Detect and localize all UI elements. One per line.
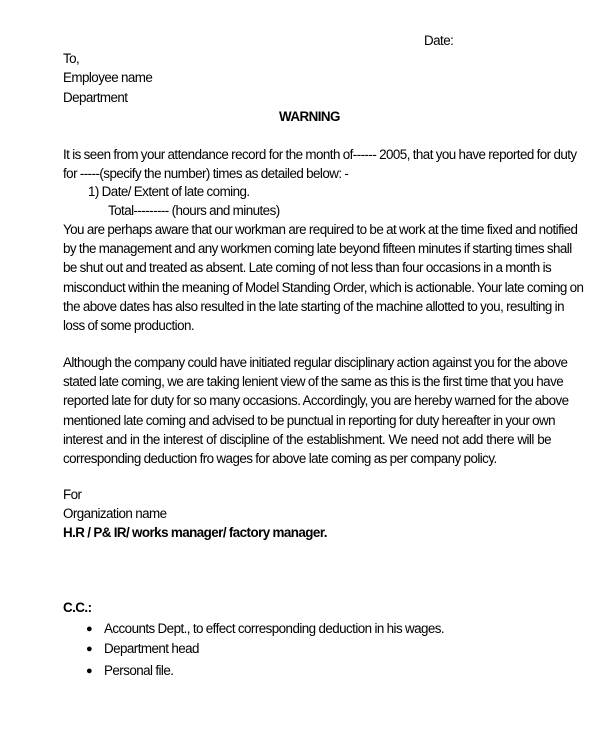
detail-item-2: Total--------- (hours and minutes) [108,203,280,218]
paragraph-1-line: You are perhaps aware that our workman are required to be at work at the time fixed and notified [63,222,578,237]
signature-for: For [63,487,82,502]
paragraph-2-line: stated late coming, we are taking lenient view of the same as this is the first time that you have [63,374,564,390]
bullet-icon: ● [86,665,93,677]
to-line: To, [63,51,80,66]
paragraph-1-line: by the management and any workmen coming late beyond fifteen minutes if starting times shall [63,241,572,257]
paragraph-1-line: misconduct within the meaning of Model Standing Order, which is actionable. Your late coming on [63,279,584,295]
letter-title: WARNING [279,109,340,124]
cc-item-text: Personal file. [104,663,174,678]
signatory-role: H.R / P& IR/ works manager/ factory manager. [63,525,327,540]
paragraph-2-line: corresponding deduction fro wages for above late coming as per company policy. [63,451,497,467]
employee-name: Employee name [63,70,153,85]
intro-block [63,145,577,183]
paragraph-1 [63,220,584,335]
department: Department [63,90,128,105]
intro-line-1: It is seen from your attendance record for the month of------ 2005, that you have reported for duty [63,147,577,162]
detail-item-1: 1) Date/ Extent of late coming. [88,184,250,199]
paragraph-2 [63,353,569,468]
bullet-icon: ● [86,643,93,655]
intro-line-2: for -----(specify the number) times as detailed below: - [63,166,349,182]
cc-item-text: Department head [104,641,199,656]
cc-label: C.C.: [63,600,92,615]
paragraph-2-line: Although the company could have initiated regular disciplinary action against you for the above [63,355,568,370]
cc-item-text: Accounts Dept., to effect corresponding deduction in his wages. [104,621,445,636]
paragraph-2-line: mentioned late coming and advised to be punctual in reporting for duty hereafter in your own [63,412,556,428]
paragraph-1-line: loss of some production. [63,318,195,334]
date-label: Date: [424,33,454,48]
paragraph-1-line: be shut out and treated as absent. Late coming of not less than four occasions in a month is [63,260,552,276]
organization-name: Organization name [63,506,167,521]
paragraph-2-line: reported late for duty for so many occasions. Accordingly, you are hereby warned for the above [63,393,569,409]
paragraph-1-line: the above dates has also resulted in the late starting of the machine allotted to you, resulting in [63,298,564,314]
bullet-icon: ● [86,623,93,635]
paragraph-2-line: interest and in the interest of discipline of the establishment. We need not add there will be [63,431,551,447]
